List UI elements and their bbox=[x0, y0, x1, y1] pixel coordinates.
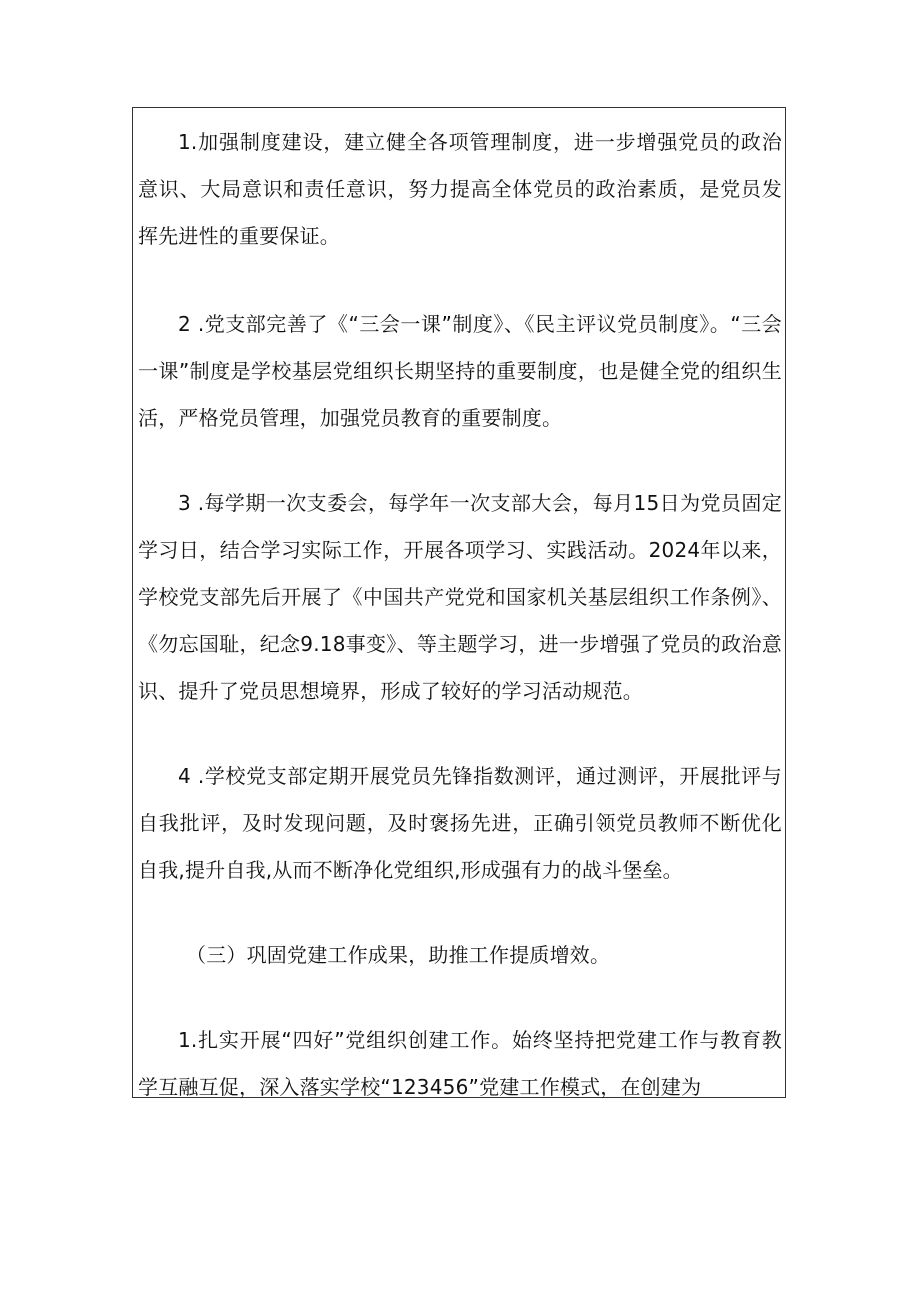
document-frame bbox=[132, 107, 786, 1098]
paragraph-1: 1.加强制度建设，建立健全各项管理制度，进一步增强党员的政治意识、大局意识和责任意识，努力提高全体党员的政治素质，是党员发挥先进性的重要保证。 bbox=[138, 130, 782, 248]
paragraph-2: 2 .党支部完善了《“三会一课”制度》、《民主评议党员制度》。“三会一课”制度是学校基层党组织长期坚持的重要制度，也是健全党的组织生活，严格党员管理，加强党员教育的重要制度。 bbox=[138, 312, 782, 430]
paragraph-4: 4 .学校党支部定期开展党员先锋指数测评，通过测评，开展批评与自我批评，及时发现问题，及时褒扬先进，正确引领党员教师不断优化自我,提升自我,从而不断净化党组织,形成强有力的战斗堡垒。 bbox=[138, 764, 782, 882]
section-heading-3: （三）巩固党建工作成果，助推工作提质增效。 bbox=[186, 943, 611, 967]
paragraph-3: 3 .每学期一次支委会，每学年一次支部大会，每月15日为党员固定学习日，结合学习实际工作，开展各项学习、实践活动。2024年以来，学校党支部先后开展了《中国共产党党和国家机关基层组织工作条例》、《勿忘国耻，纪念9.18事变》、等主题学习，进一步增强了党员的政治意识、提升了党员思想境界，形成了较好的学习活动规范。 bbox=[138, 491, 782, 703]
paragraph-5: 1.扎实开展“四好”党组织创建工作。始终坚持把党建工作与教育教学互融互促，深入落实学校“123456”党建工作模式，在创建为 bbox=[138, 1028, 782, 1099]
